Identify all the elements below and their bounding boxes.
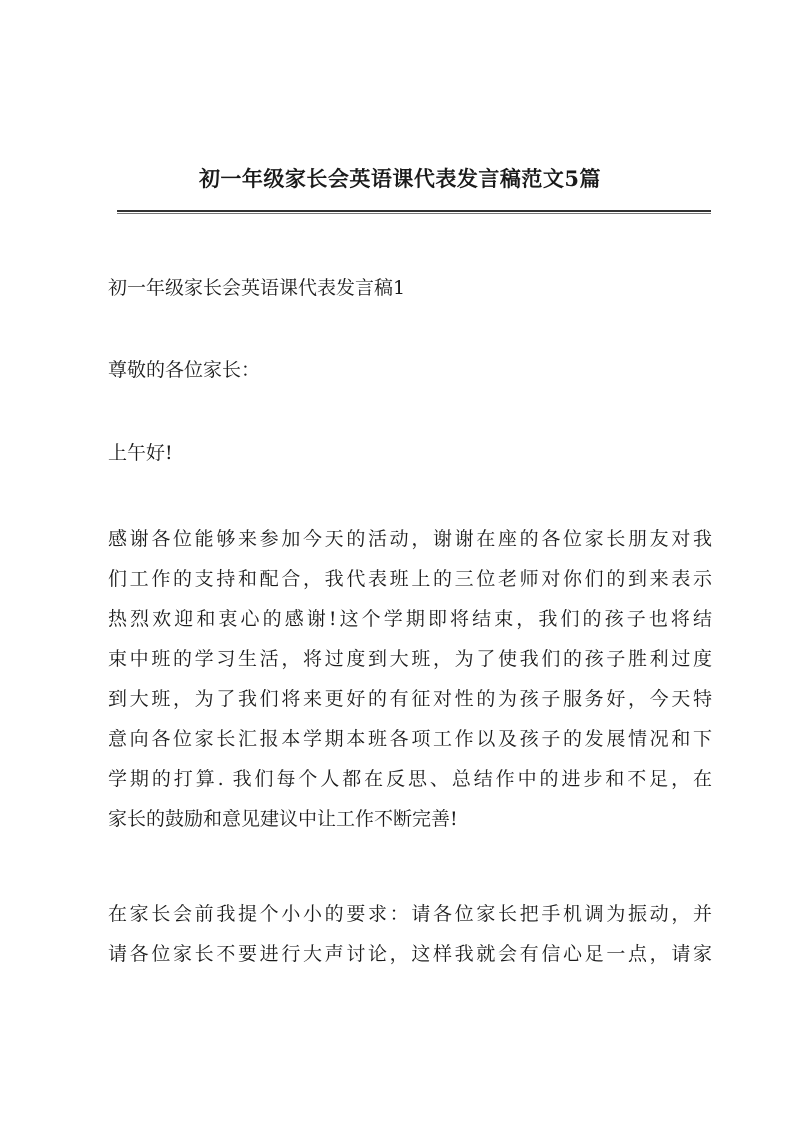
greeting (108, 433, 712, 473)
title-divider (117, 210, 711, 214)
section-heading (108, 268, 712, 308)
paragraph-line: 在家长会前我提个小小的要求：请各位家长把手机调为振动，并 (108, 903, 712, 925)
body-paragraph-2 (108, 894, 712, 974)
paragraph-line: 们工作的支持和配合，我代表班上的三位老师对你们的到来表示 (108, 568, 712, 590)
document-title: 初一年级家长会英语课代表发言稿范文5篇 (198, 166, 602, 191)
paragraph-line: 束中班的学习生活，将过度到大班，为了使我们的孩子胜利过度 (108, 648, 712, 670)
salutation-text: 尊敬的各位家长： (108, 359, 261, 381)
greeting-text: 上午好! (108, 442, 173, 464)
section-heading-text: 初一年级家长会英语课代表发言稿1 (108, 277, 406, 299)
salutation (108, 350, 712, 390)
paragraph-line: 请各位家长不要进行大声讨论，这样我就会有信心足一点，请家 (108, 943, 712, 965)
paragraph-line: 感谢各位能够来参加今天的活动，谢谢在座的各位家长朋友对我 (108, 528, 712, 550)
paragraph-line: 学期的打算. 我们每个人都在反思、总结作中的进步和不足，在 (108, 768, 712, 790)
paragraph-line: 热烈欢迎和衷心的感谢!这个学期即将结束，我们的孩子也将结 (108, 608, 712, 630)
body-paragraph-1 (108, 519, 712, 839)
paragraph-line: 意向各位家长汇报本学期本班各项工作以及孩子的发展情况和下 (108, 728, 712, 750)
paragraph-line: 到大班，为了我们将来更好的有征对性的为孩子服务好，今天特 (108, 688, 712, 710)
paragraph-line: 家长的鼓励和意见建议中让工作不断完善! (108, 808, 458, 830)
